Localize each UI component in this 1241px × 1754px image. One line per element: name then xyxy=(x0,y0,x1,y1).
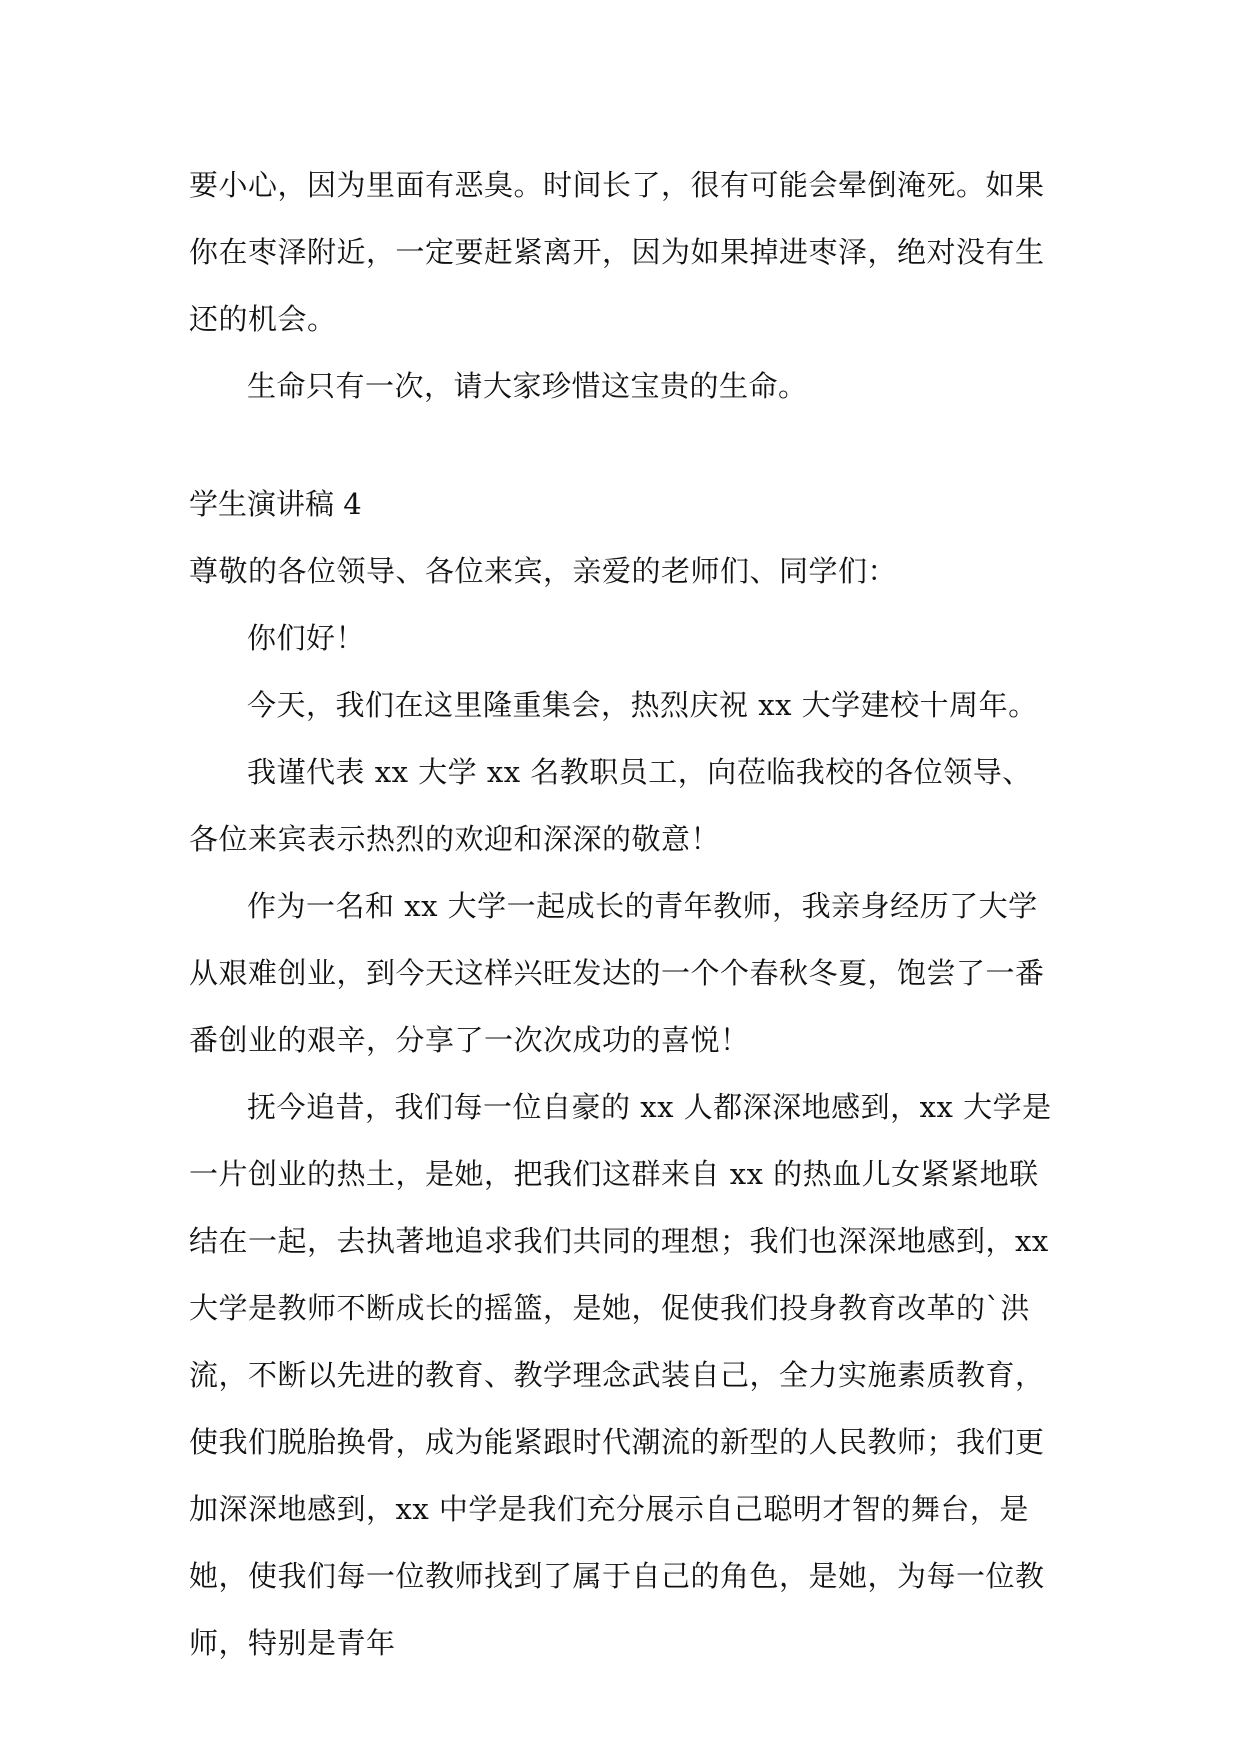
paragraph-reflection: 抚今追昔，我们每一位自豪的 xx 人都深深地感到，xx 大学是一片创业的热土，是她，把我们这群来自 xx 的热血儿女紧紧地联结在一起，去执著地追求我们共同的理想；我们也深深地感到，xx 大学是教师不断成长的摇篮，是她，促使我们投身教育改革的`洪流，不断以先进的教育、教学理念武装自己，全力实施素质教育，使我们脱胎换骨，成为能紧跟时代潮流的新型的人民教师；我们更加深深地感到，xx 中学是我们充分展示自己聪明才智的舞台，是她，使我们每一位教师找到了属于自己的角色，是她，为每一位教师，特别是青年 xyxy=(189,1090,1052,1660)
speech-section xyxy=(189,471,1055,1677)
paragraph-occasion: 今天，我们在这里隆重集会，热烈庆祝 xx 大学建校十周年。 xyxy=(247,688,1038,722)
paragraph-greeting: 你们好！ xyxy=(247,621,366,655)
salutation: 尊敬的各位领导、各位来宾，亲爱的老师们、同学们： xyxy=(189,554,898,588)
section-title: 学生演讲稿 4 xyxy=(189,487,362,521)
previous-section-ending xyxy=(189,152,1055,420)
paragraph-continuation: 要小心，因为里面有恶臭。时间长了，很有可能会晕倒淹死。如果你在枣泽附近，一定要赶紧离开，因为如果掉进枣泽，绝对没有生还的机会。 xyxy=(189,168,1045,336)
paragraph-closing: 生命只有一次，请大家珍惜这宝贵的生命。 xyxy=(247,369,808,403)
paragraph-experience: 作为一名和 xx 大学一起成长的青年教师，我亲身经历了大学从艰难创业，到今天这样兴旺发达的一个个春秋冬夏，饱尝了一番番创业的艰辛，分享了一次次成功的喜悦！ xyxy=(189,889,1045,1057)
paragraph-welcome: 我谨代表 xx 大学 xx 名教职员工，向莅临我校的各位领导、各位来宾表示热烈的欢迎和深深的敬意！ xyxy=(189,755,1032,856)
